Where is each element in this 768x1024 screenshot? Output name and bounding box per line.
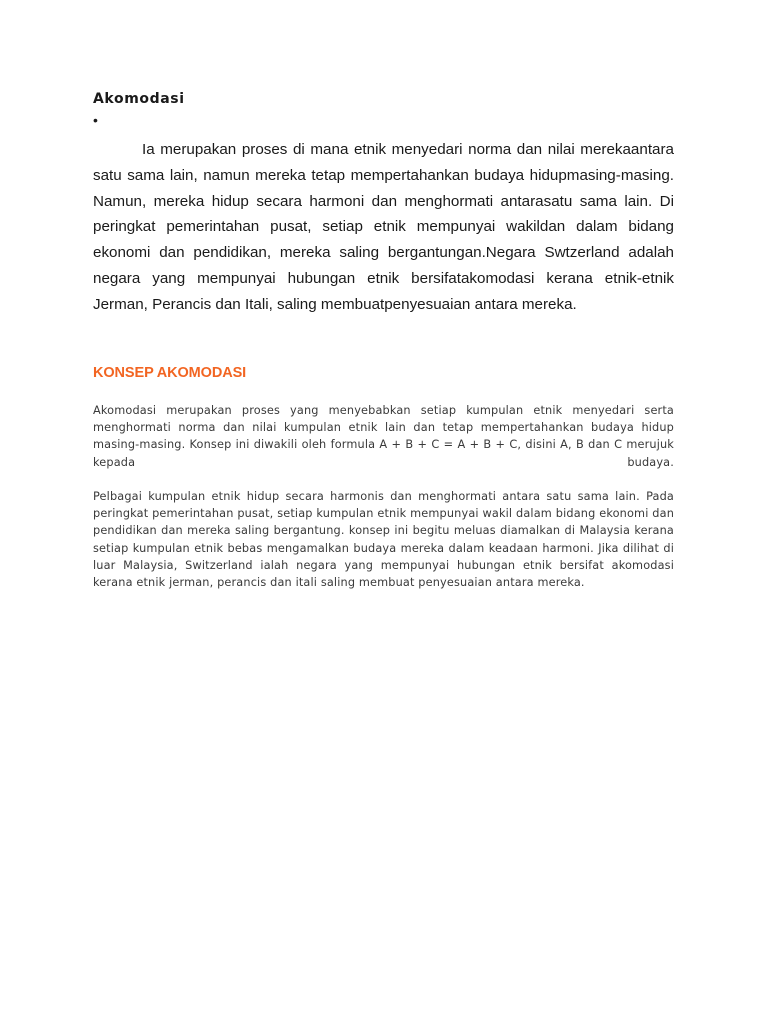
intro-paragraph: Ia merupakan proses di mana etnik menyedari norma dan nilai merekaantara satu sama lain, namun mereka tetap mempertahankan budaya hidupmasing-masing. Namun, mereka hidup secara harmoni dan menghormati antarasatu sama lain. Di peringkat pemerintahan pusat, setiap etnik mempunyai wakildan dalam bidang ekonomi dan pendidikan, mereka saling bergantungan.Negara Swtzerland adalah negara yang mempunyai hubungan etnik bersifatakomodasi kerana etnik-etnik Jerman, Perancis dan Itali, saling membuatpenyesuaian antara mereka. [93, 141, 674, 313]
document-heading: Akomodasi [93, 91, 185, 107]
section-title: KONSEP AKOMODASI [93, 365, 247, 381]
harmony-paragraph: Pelbagai kumpulan etnik hidup secara harmonis dan menghormati antara satu sama lain. Pada peringkat pemerintahan pusat, setiap kumpulan etnik mempunyai wakil dalam bidang ekonomi dan pendidikan dan mereka saling bergantung. konsep ini begitu meluas diamalkan di Malaysia kerana setiap kumpulan etnik bebas mengamalkan budaya mereka dalam keadaan harmoni. Jika dilihat di luar Malaysia, Switzerland ialah negara yang mempunyai hubungan etnik bersifat akomodasi kerana etnik jerman, perancis dan itali saling membuat penyesuaian antara mereka. [93, 490, 674, 590]
concept-paragraph: Akomodasi merupakan proses yang menyebabkan setiap kumpulan etnik menyedari serta menghormati norma dan nilai kumpulan etnik lain dan tetap mempertahankan budaya hidup masing-masing. Konsep ini diwakili oleh formula A + B + C = A + B + C, disini A, B dan C merujuk kepada budaya. [93, 404, 674, 469]
bullet-marker: • [93, 112, 98, 128]
